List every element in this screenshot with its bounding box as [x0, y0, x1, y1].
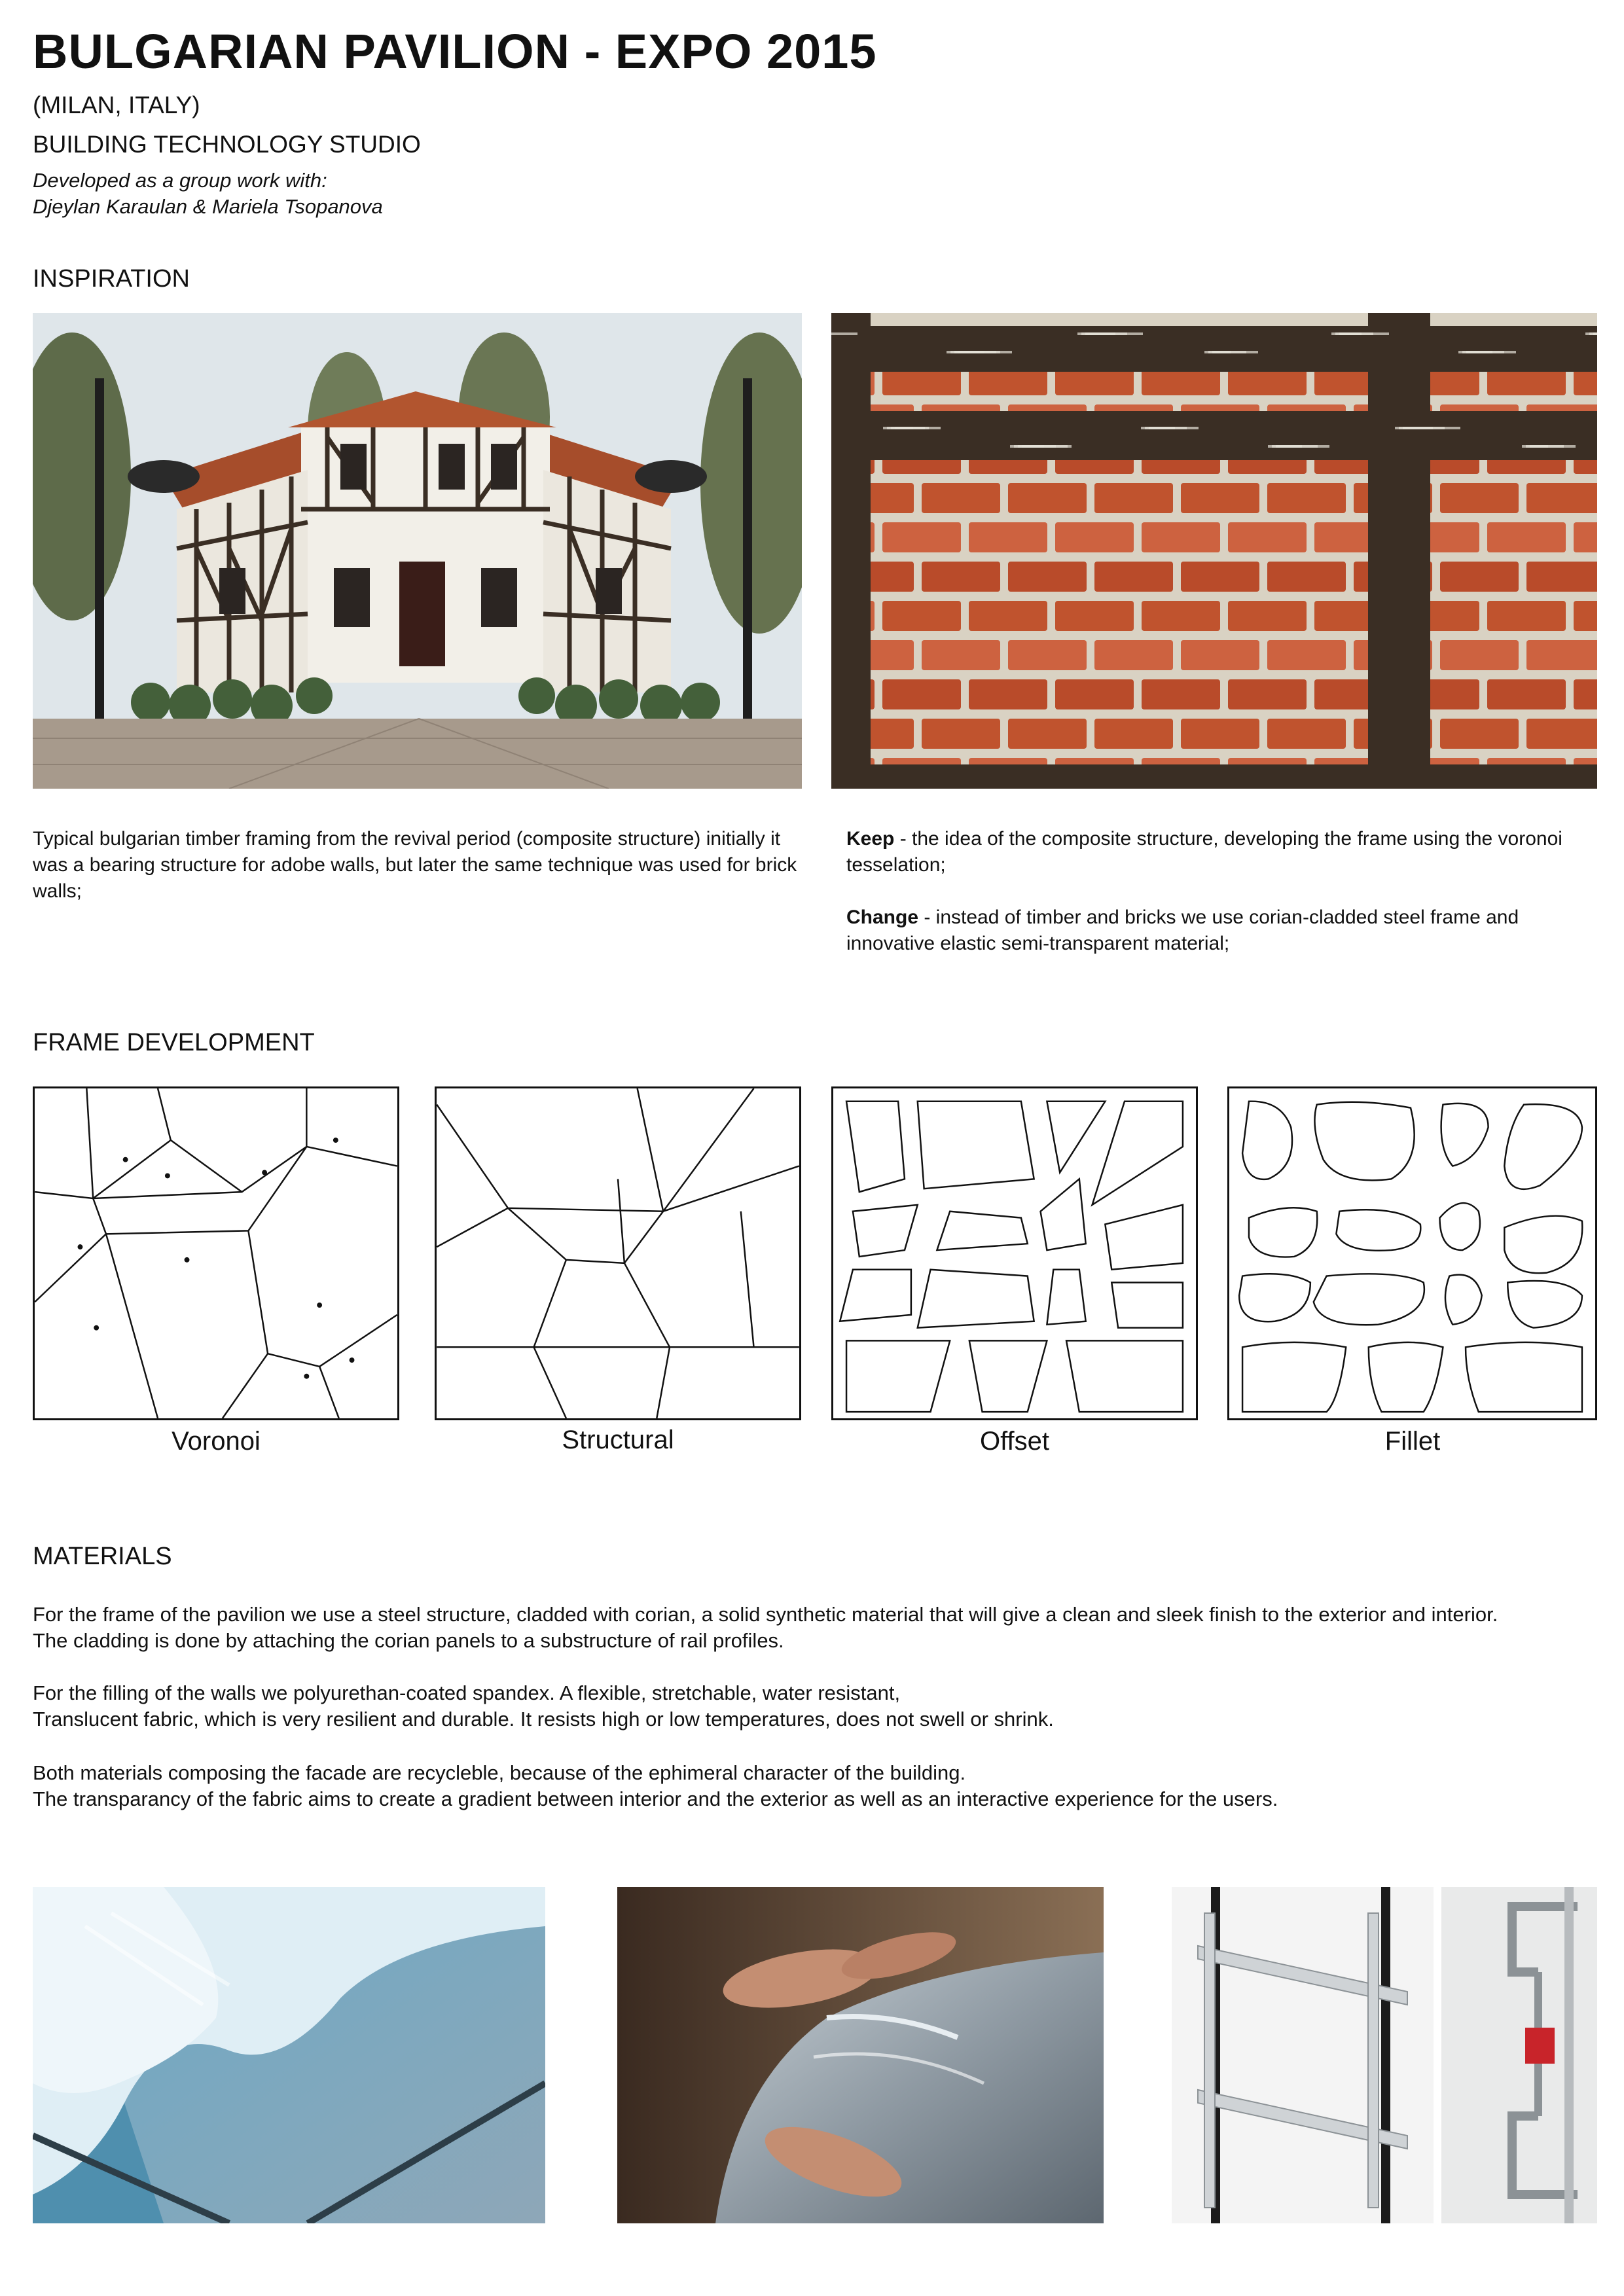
location-subtitle: (MILAN, ITALY): [33, 92, 200, 118]
structural-label: Structural: [562, 1426, 674, 1454]
materials-paragraph-recycle: [33, 1760, 1538, 1812]
change-statement: [846, 905, 1586, 957]
voronoi-diagram: [33, 1086, 399, 1420]
materials-p2-line1: For the filling of the walls we polyurethan-coated spandex. A flexible, stretchable, water resistant,: [33, 1681, 901, 1704]
inspiration-heading: INSPIRATION: [33, 265, 190, 293]
materials-p2-line2: Translucent fabric, which is very resilient and durable. It resists high or low temperatures, does not swell or shrink.: [33, 1708, 1054, 1731]
brick-timber-closeup-photo: [831, 313, 1597, 789]
frame-development-heading: FRAME DEVELOPMENT: [33, 1029, 315, 1056]
fillet-label: Fillet: [1384, 1427, 1441, 1456]
inspiration-description: Typical bulgarian timber framing from the revival period (composite structure) initially it was a bearing structure for adobe walls, but later the same technique was used for brick walls;: [33, 828, 797, 902]
timber-house-photo: [33, 313, 802, 789]
materials-heading: MATERIALS: [33, 1543, 172, 1570]
credit-line-2: Djeylan Karaulan & Mariela Tsopanova: [33, 195, 383, 218]
corian-glass-photo: [33, 1887, 545, 2223]
studio-subtitle: BUILDING TECHNOLOGY STUDIO: [33, 131, 421, 158]
keep-label: Keep: [846, 828, 895, 850]
materials-p3-line2: The transparancy of the fabric aims to create a gradient between interior and the exterior as well as an interactive experience for the users.: [33, 1787, 1278, 1810]
materials-p3-line1: Both materials composing the facade are recycleble, because of the ephimeral character of the building.: [33, 1761, 966, 1784]
keep-text: - the idea of the composite structure, developing the frame using the voronoi tesselation;: [846, 828, 1562, 876]
materials-p1-line1: For the frame of the pavilion we use a steel structure, cladded with corian, a solid synthetic material that will give a clean and sleek finish to the exterior and interior.: [33, 1603, 1498, 1626]
materials-p1-line2: The cladding is done by attaching the corian panels to a substructure of rail profiles.: [33, 1629, 784, 1652]
credit-line-1: Developed as a group work with:: [33, 169, 327, 192]
materials-paragraph-filling: [33, 1680, 1538, 1732]
stretch-fabric-photo: [617, 1887, 1104, 2223]
keep-statement: [846, 826, 1586, 878]
page-title: BULGARIAN PAVILION - EXPO 2015: [33, 24, 877, 79]
change-text: - instead of timber and bricks we use corian-cladded steel frame and innovative elastic semi-transparent material;: [846, 906, 1519, 954]
offset-diagram: [831, 1086, 1198, 1420]
structural-diagram: [435, 1086, 801, 1420]
materials-paragraph-frame: [33, 1602, 1538, 1654]
voronoi-label: Voronoi: [171, 1427, 261, 1456]
fillet-diagram: [1227, 1086, 1597, 1420]
rail-profile-detail-drawing: [1172, 1887, 1597, 2223]
change-label: Change: [846, 906, 919, 928]
offset-label: Offset: [980, 1427, 1049, 1456]
